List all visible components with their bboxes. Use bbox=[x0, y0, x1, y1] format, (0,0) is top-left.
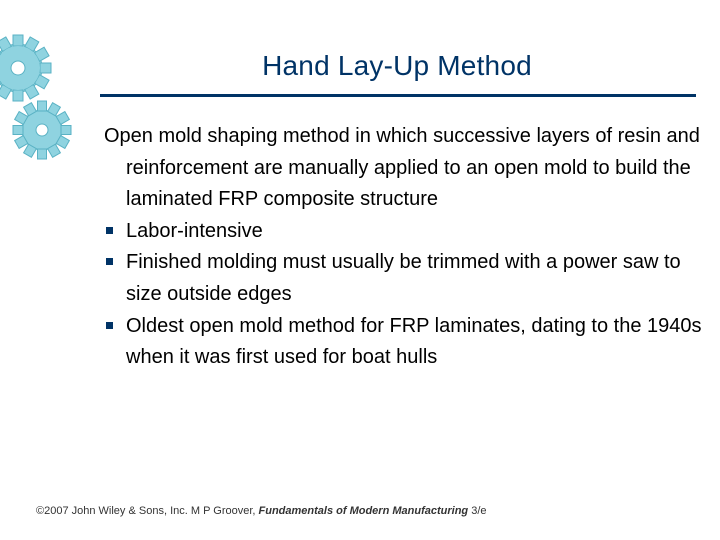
footer-book-title: Fundamentals of Modern Manufacturing bbox=[258, 505, 469, 517]
bullet-item bbox=[104, 311, 704, 374]
bullet-text: Labor‑intensive bbox=[126, 219, 263, 242]
bullet-text: Oldest open mold method for FRP laminates, dating to the 1940s when it was first used for boat hulls bbox=[126, 314, 702, 369]
gear-decoration bbox=[0, 30, 80, 170]
slide-footer bbox=[36, 505, 487, 517]
slide-title: Hand Lay‑Up Method bbox=[262, 50, 532, 81]
square-bullet-icon bbox=[106, 258, 113, 265]
slide-body bbox=[104, 121, 704, 374]
lead-paragraph: Open mold shaping method in which successive layers of resin and reinforcement are manually applied to an open mold to build the laminated FRP composite structure bbox=[104, 125, 700, 211]
square-bullet-icon bbox=[106, 322, 113, 329]
title-underline bbox=[100, 94, 696, 97]
bullet-item bbox=[104, 247, 704, 310]
footer-copyright: ©2007 John Wiley & Sons, Inc. M P Groover, bbox=[36, 505, 259, 517]
bullet-text: Finished molding must usually be trimmed with a power saw to size outside edges bbox=[126, 251, 681, 305]
bullet-item bbox=[104, 216, 704, 248]
square-bullet-icon bbox=[106, 227, 113, 234]
bullet-list bbox=[104, 216, 704, 374]
footer-edition: 3/e bbox=[468, 505, 487, 517]
gear-icon-top bbox=[0, 35, 51, 101]
gear-icon-bottom bbox=[13, 101, 71, 159]
